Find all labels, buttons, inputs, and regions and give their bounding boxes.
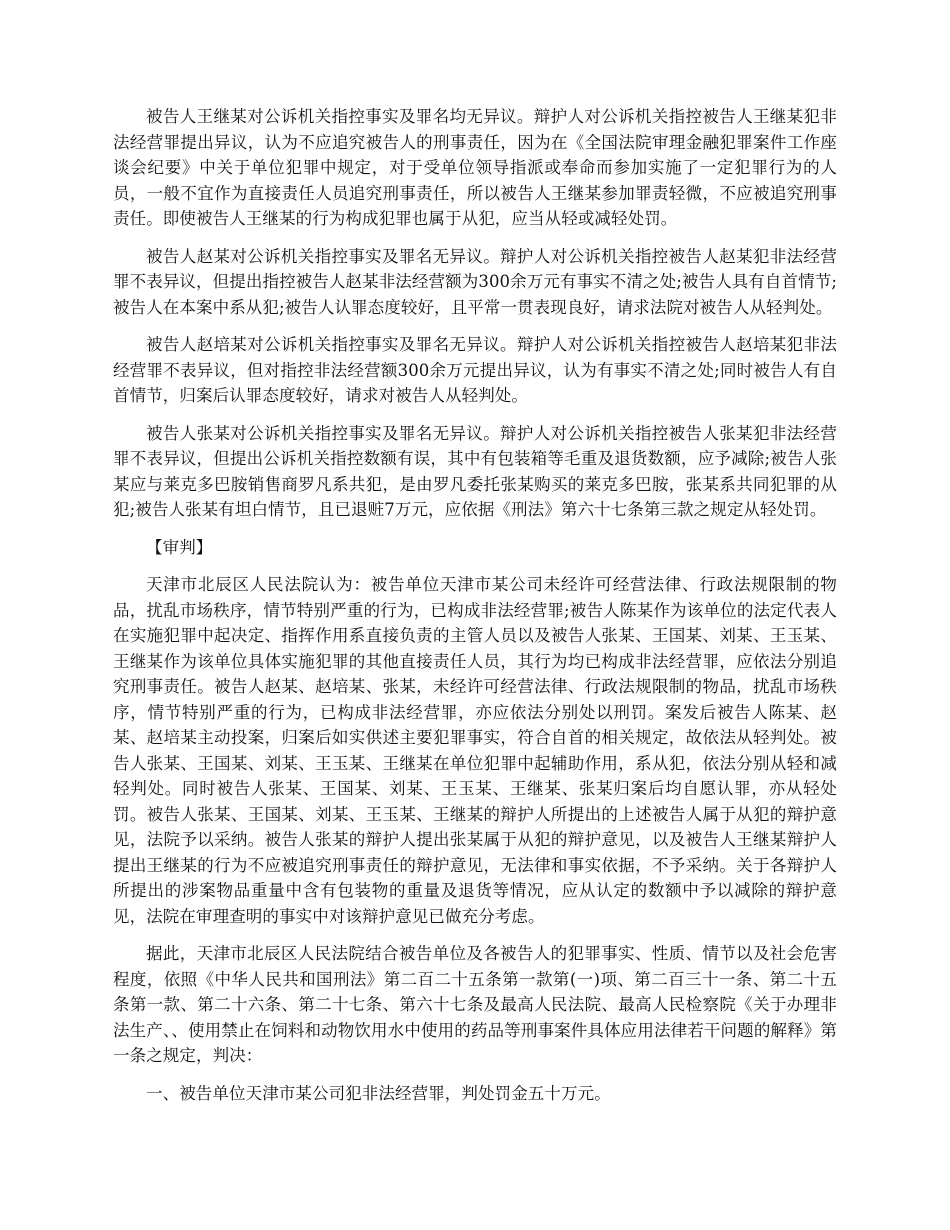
paragraph-zhao-peimou: 被告人赵培某对公诉机关指控事实及罪名无异议。辩护人对公诉机关指控被告人赵培某犯非法经营罪不表异议，但对指控非法经营额300余万元提出异议，认为有事实不清之处;同时被告人有自首情节，归案后认罪态度较好，请求对被告人从轻判处。 xyxy=(113,335,837,405)
document-page xyxy=(113,104,837,1118)
paragraph-zhang-mou: 被告人张某对公诉机关指控事实及罪名无异议。辩护人对公诉机关指控被告人张某犯非法经营罪不表异议，但提出公诉机关指控数额有误，其中有包装箱等毛重及退货数额，应予减除;被告人张某应与莱克多巴胺销售商罗凡系共犯，是由罗凡委托张某购买的莱克多巴胺，张某系共同犯罪的从犯;被告人张某有坦白情节，且已退赃7万元，应依据《刑法》第六十七条第三款之规定从轻处罚。 xyxy=(113,423,837,519)
paragraph-legal-basis: 据此，天津市北辰区人民法院结合被告单位及各被告人的犯罪事实、性质、情节以及社会危害程度，依照《中华人民共和国刑法》第二百二十五条第一款第(一)项、第二百三十一条、第二十五条第一款、第二十六条、第二十七条、第六十七条及最高人民法院、最高人民检察院《关于办理非法生产、、使用禁止在饲料和动物饮用水中使用的药品等刑事案件具体应用法律若干问题的解释》第一条之规定，判决： xyxy=(113,944,837,1065)
paragraph-verdict-item-1: 一、被告单位天津市某公司犯非法经营罪，判处罚金五十万元。 xyxy=(146,1083,611,1103)
paragraph-zhao-mou: 被告人赵某对公诉机关指控事实及罪名无异议。辩护人对公诉机关指控被告人赵某犯非法经营罪不表异议，但提出指控被告人赵某非法经营额为300余万元有事实不清之处;被告人具有自首情节;被告人在本案中系从犯;被告人认罪态度较好，且平常一贯表现良好，请求法院对被告人从轻判处。 xyxy=(113,246,837,317)
paragraph-wang-jimou: 被告人王继某对公诉机关指控事实及罪名均无异议。辩护人对公诉机关指控被告人王继某犯非法经营罪提出异议，认为不应追究被告人的刑事责任，因为在《全国法院审理金融犯罪案件工作座谈会纪要》中关于单位犯罪中规定，对于受单位领导指派或奉命而参加实施了一定犯罪行为的人员，一般不宜作为直接责任人员追究刑事责任，所以被告人王继某参加罪责轻微，不应被追究刑事责任。即使被告人王继某的行为构成犯罪也属于从犯，应当从轻或减轻处罚。 xyxy=(113,107,837,228)
paragraph-court-opinion: 天津市北辰区人民法院认为：被告单位天津市某公司未经许可经营法律、行政法规限制的物品，扰乱市场秩序，情节特别严重的行为，已构成非法经营罪;被告人陈某作为该单位的法定代表人在实施犯罪中起决定、指挥作用系直接负责的主管人员以及被告人张某、王国某、刘某、王玉某、王继某作为该单位具体实施犯罪的其他直接责任人员，其行为均已构成非法经营罪，应依法分别追究刑事责任。被告人赵某、赵培某、张某，未经许可经营法律、行政法规限制的物品，扰乱市场秩序，情节特别严重的行为，已构成非法经营罪，亦应依法分别处以刑罚。案发后被告人陈某、赵某、赵培某主动投案，归案后如实供述主要犯罪事实，符合自首的相关规定，故依法从轻判处。被告人张某、王国某、刘某、王玉某、王继某在单位犯罪中起辅助作用，系从犯，依法分别从轻和减轻判处。同时被告人张某、王国某、刘某、王玉某、王继某、张某归案后均自愿认罪，亦从轻处罚。被告人张某、王国某、刘某、王玉某、王继某的辩护人所提出的上述被告人属于从犯的辩护意见，法院予以采纳。被告人张某的辩护人提出张某属于从犯的辩护意见，以及被告人王继某辩护人提出王继某的行为不应被追究刑事责任的辩护意见，无法律和事实依据，不予采纳。关于各辩护人所提出的涉案物品重量中含有包装物的重量及退货等情况，应从认定的数额中予以减除的辩护意见，法院在审理查明的事实中对该辩护意见已做充分考虑。 xyxy=(113,575,837,926)
section-heading-judgment: 【审判】 xyxy=(146,537,213,557)
